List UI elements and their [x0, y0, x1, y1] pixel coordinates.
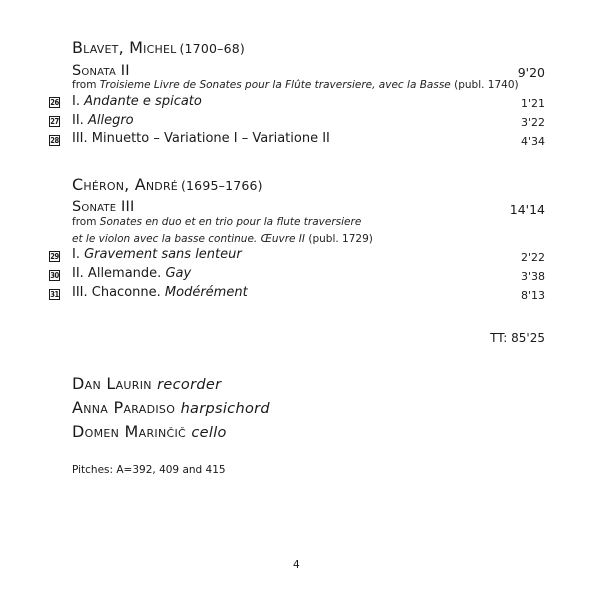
movement-number: II. — [72, 113, 84, 128]
movement-number: III. Chaconne. — [72, 285, 161, 300]
performer-line — [72, 374, 221, 393]
source-title: Troisieme Livre de Sonates pour la Flûte traversiere, avec la Basse — [99, 79, 451, 91]
source-title: et le violon avec la basse continue. Œuvre II — [72, 233, 306, 245]
movement-title — [72, 285, 248, 300]
movement-title — [72, 247, 242, 262]
source-prefix: from — [72, 79, 97, 91]
composer-dates: (1695–1766) — [180, 178, 263, 193]
track-number-badge: 29 — [50, 252, 59, 261]
work-title: Sonata II — [72, 63, 130, 79]
work-duration: 9'20 — [517, 65, 545, 80]
source-prefix: from — [72, 216, 97, 228]
movement-tempo: Gravement sans lenteur — [84, 247, 242, 262]
track-number-badge: 28 — [50, 136, 59, 145]
work-title: Sonate III — [72, 199, 135, 215]
track-number-badge: 27 — [50, 117, 59, 126]
performer-name: Anna Paradiso — [72, 398, 176, 417]
work-source-continued — [72, 231, 373, 248]
track-number-badge: 26 — [50, 98, 59, 107]
movement-title — [72, 94, 202, 109]
movement-duration: 3'38 — [520, 270, 545, 283]
work-source — [72, 214, 361, 231]
movement-title — [72, 113, 134, 128]
composer-name: Blavet, Michel — [72, 38, 177, 57]
total-time: TT: 85'25 — [490, 331, 545, 345]
movement-duration: 2'22 — [520, 251, 545, 264]
movement-number: I. — [72, 247, 80, 262]
work-duration: 14'14 — [509, 202, 545, 217]
performer-name: Domen Marinčič — [72, 422, 186, 441]
performer-line — [72, 422, 227, 441]
composer-dates: (1700–68) — [179, 41, 245, 56]
movement-duration: 4'34 — [520, 135, 545, 148]
composer-heading — [72, 175, 263, 194]
movement-tempo: Modérément — [164, 285, 248, 300]
composer-name: Chéron, André — [72, 175, 178, 194]
source-publication: (publ. 1729) — [308, 233, 373, 245]
source-title: Sonates en duo et en trio pour la flute traversiere — [99, 216, 362, 228]
performer-role: harpsichord — [180, 401, 270, 417]
movement-duration: 3'22 — [520, 116, 545, 129]
movement-title — [72, 266, 191, 281]
track-number-badge: 31 — [50, 290, 59, 299]
performer-name: Dan Laurin — [72, 374, 152, 393]
movement-tempo: Gay — [165, 266, 192, 281]
movement-number: I. — [72, 94, 80, 109]
page-number: 4 — [293, 559, 300, 571]
performer-line — [72, 398, 270, 417]
movement-duration: 1'21 — [520, 97, 545, 110]
movement-duration: 8'13 — [520, 289, 545, 302]
movement-title — [72, 131, 330, 146]
source-publication: (publ. 1740) — [454, 79, 519, 91]
composer-heading — [72, 38, 245, 57]
work-source — [72, 77, 519, 94]
movement-tempo: Andante e spicato — [84, 94, 202, 109]
pitches-note: Pitches: A=392, 409 and 415 — [72, 464, 226, 476]
performer-role: recorder — [157, 377, 222, 393]
track-number-badge: 30 — [50, 271, 59, 280]
performer-role: cello — [191, 425, 227, 441]
movement-number: III. Minuetto – Variatione I – Variatione II — [72, 131, 330, 146]
movement-tempo: Allegro — [87, 113, 134, 128]
movement-number: II. Allemande. — [72, 266, 162, 281]
